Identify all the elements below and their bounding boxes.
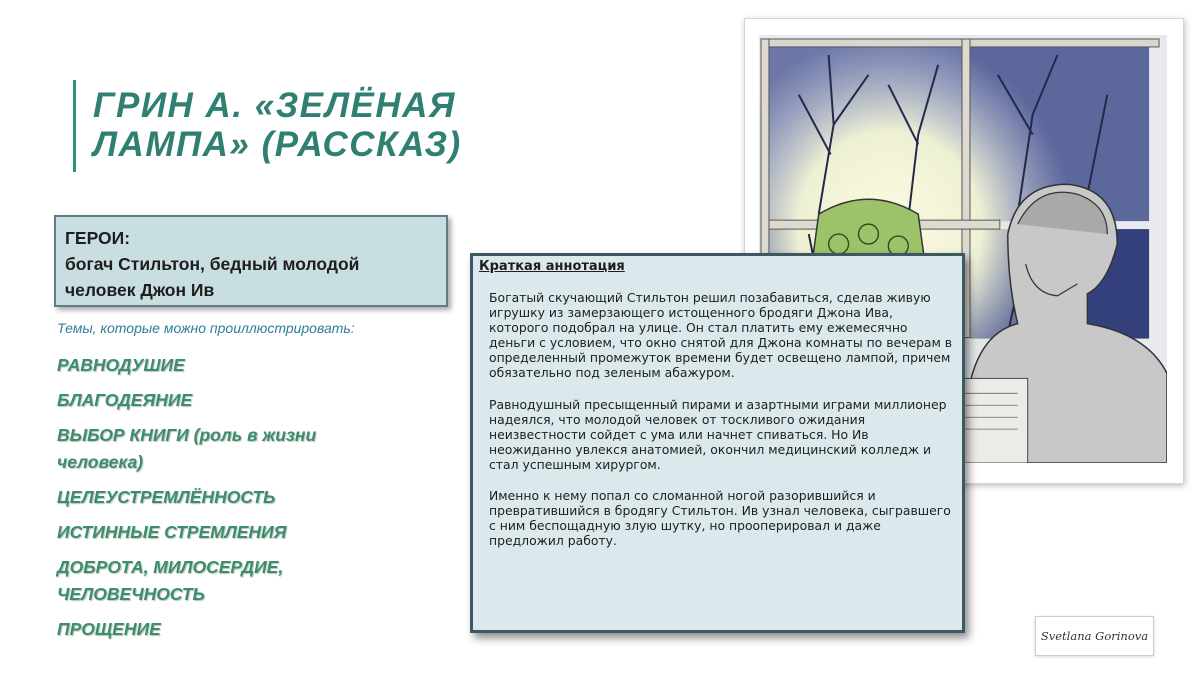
page-title — [93, 86, 553, 164]
annotation-paragraph: Именно к нему попал со сломанной ногой разорившийся и превратившийся в бродягу Стильтон. Ив узнал человека, сыгравшего с ним беспощадную злую шутку, но прооперировал и даже предложил работу. — [489, 488, 951, 549]
title-line-1: ГРИН А. «ЗЕЛЁНАЯ — [93, 86, 456, 125]
theme-item: ПРОЩЕНИЕ — [57, 619, 161, 639]
annotation-title: Краткая аннотация — [479, 259, 625, 274]
theme-item: ВЫБОР КНИГИ (роль в жизни человека) — [57, 425, 317, 472]
annotation-body — [489, 290, 954, 564]
theme-item: ДОБРОТА, МИЛОСЕРДИЕ, ЧЕЛОВЕЧНОСТЬ — [57, 557, 284, 604]
annotation-box — [470, 253, 965, 633]
title-accent-bar — [73, 80, 76, 172]
theme-item: ЦЕЛЕУСТРЕМЛЁННОСТЬ — [57, 487, 276, 507]
themes-caption: Темы, которые можно проиллюстрировать: — [57, 320, 355, 336]
title-line-2: ЛАМПА» (РАССКАЗ) — [93, 125, 462, 164]
themes-list — [57, 352, 387, 651]
theme-item: ИСТИННЫЕ СТРЕМЛЕНИЯ — [57, 522, 287, 542]
author-signature: Svetlana Gorinova — [1035, 616, 1154, 656]
theme-item: БЛАГОДЕЯНИЕ — [57, 390, 193, 410]
heroes-box — [54, 215, 448, 307]
annotation-paragraph: Равнодушный пресыщенный пирами и азартными играми миллионер надеялся, что молодой человек от тоскливого ожидания неизвестности сойдет с ума или начнет спиваться. Но Ив неожиданно увлекся анатомией, окончил медицинский колледж и стал успешным хирургом. — [489, 396, 947, 472]
annotation-paragraph: Богатый скучающий Стильтон решил позабавиться, сделав живую игрушку из замерзающего истощенного бродяги Джона Ива, которого подобрал на улице. Он стал платить ему ежемесячно деньги с условием, что окно снятой для Джона комнаты по вечерам в определенный промежуток времени будет освещено лампой, причем обязательно под зеленым абажуром. — [489, 290, 953, 381]
theme-item: РАВНОДУШИЕ — [57, 355, 185, 375]
heroes-heading: ГЕРОИ: — [65, 228, 131, 248]
heroes-line-1: богач Стильтон, бедный молодой — [65, 254, 360, 274]
heroes-line-2: человек Джон Ив — [65, 280, 215, 300]
